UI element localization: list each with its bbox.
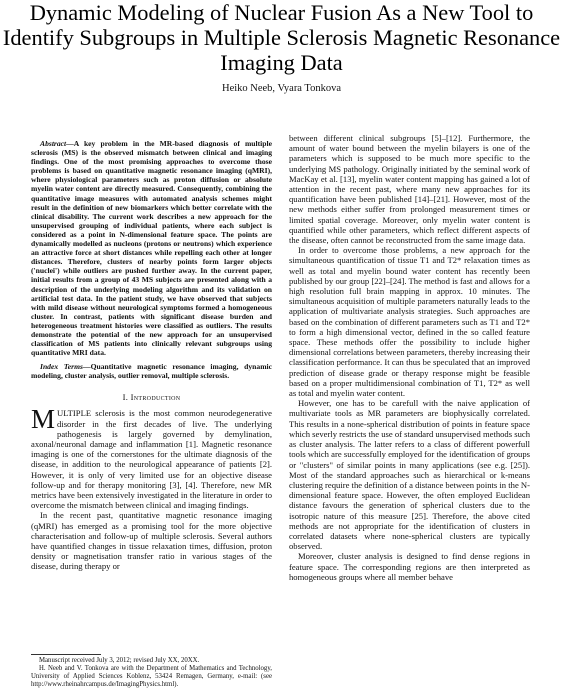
intro-paragraph-2: In the recent past, quantitative magnetic resonance imaging (qMRI) has emerged as a promising tool for the more objective characterisation and follow-up of multiple sclerosis. Several authors have quantified changes in tissue relaxation times, diffusion, proton density or magnetisation transfer ratio in various stages of the disease, during therapy or xyxy=(31,510,272,572)
abstract-text: —A key problem in the MR-based diagnosis of multiple sclerosis (MS) is the observed mismatch between clinical and imaging findings. One of the most promising approaches to overcome those problems is based on quantitative magnetic resonance imaging (qMRI), where physiological parameters such as proton diffusion or absolute myelin water content are directly measured. Consequently, combining the quantitative image measures with automated analysis schemes might result in the definition of new biomarkers which better correlate with the clinical disability. The current work describes a new approach for the unsupervised grouping of individual patients, where each subject is considered as a point in N-dimensional feature space. The points are dynamically modelled as nucleons (protons or neutrons) which experience an attractive force at short distances while repelling each other at longer distances. Therefore, clusters of nearby points form larger objects ('nuclei') while outliers are pushed further away. In the current paper, initial results from a group of 43 MS subjects are presented along with a description of the underlying modeling algorithm and its validation on artificial test data. In the patient study, we have observed that subjects with mild disease without neurological symptoms formed a homogeneous cluster. In contrast, patients with significant disease burden and heterogeneous treatment histories were classified as outliers. The results demonstrate the potential of the new approach for an unsupervised classification of MS patients into clinically relevant subgroups using quantitative MRI data. xyxy=(31,139,272,358)
left-column xyxy=(31,139,272,572)
footnote-affiliation: H. Neeb and V. Tonkova are with the Department of Mathematics and Technology, University of Applied Sciences Koblenz, 53424 Remagen, Germany, e-mail: (see http://www.rheinahrcampus.de/ImagingPhysics.html). xyxy=(31,665,272,688)
first-word-rest: ULTIPLE xyxy=(57,408,92,419)
drop-cap: M xyxy=(31,404,56,435)
right-column xyxy=(289,133,530,582)
abstract xyxy=(31,139,272,357)
author-list: Heiko Neeb, Vyara Tonkova xyxy=(221,83,341,94)
section-heading-introduction: I. Introduction xyxy=(122,392,181,403)
index-terms-text: —Quantitative magnetic resonance imaging, dynamic modeling, cluster analysis, outlier removal, multiple sclerosis. xyxy=(31,362,273,381)
right-paragraph-2: In order to overcome those problems, a new approach for the simultaneous quantification of tissue T1 and T2* relaxation times as well as total and myelin bound water content has recently been published by our group [22]–[24]. The method is fast and allows for a high resolution full brain mapping in approx. 10 minutes. The simultaneous acquisition of multiple parameters naturally leads to the application of multivariate analysis strategies. Such approaches are based on the combination of different parameters such as T1 and T2* to form a high dimensional vector, defined in the so called feature space. These methods offer the possibility to include higher dimensional correlations between parameters, thereby increasing their classification performance. It can thus be speculated that an improved prediction of disease grade or therapy response might be feasible based on a proper multidimensional combination of T1, T2* as well as total and myelin water content. xyxy=(289,245,530,399)
index-terms xyxy=(31,362,272,380)
right-paragraph-1: between different clinical subgroups [5]–[12]. Furthermore, the amount of water bound between the myelin bilayers is one of the parameters which is supposed to be much more specific to the underlying MS pathology. Originally initiated by the seminal work of MacKay et al. [13], myelin water content mapping has gained a lot of attention in the recent past, where many new approaches for its quantification have been published [14]–[21]. However, most of the new methods either suffer from prolonged measurement times or limited spatial coverage. Moreover, only myelin water content is quantified while other parameters, which reflect different aspects of the disease, often cannot be reconstructed from the same image data. xyxy=(289,133,530,246)
intro-paragraph-1 xyxy=(31,404,272,511)
intro-paragraph-1-text: sclerosis is the most common neurodegenerative disorder in the first decades of live. The underlying pathogenesis is largely governed by demylination, axonal/neuronal damage and inflammation [1]. Magnetic resonance imaging is one of the cornerstones for the ultimate diagnosis of the disease, in addition to the neurological appearance of patients [2]. However, it is only of very limited use for an objective disease follow-up and for therapy monitoring [3], [4]. Therefore, new MR metrics have been extensively investigated in the literature in order to overcome the mismatch between clinical and imaging findings. xyxy=(31,408,272,511)
index-terms-lead: Index Terms xyxy=(40,362,83,372)
footnote-received: Manuscript received July 3, 2012; revised July XX, 20XX. xyxy=(39,657,200,664)
footnote-divider xyxy=(31,654,101,655)
right-paragraph-3: However, one has to be carefull with the naive application of multivariate tools as MR parameters are biophysically correlated. This results in a none-spherical distribution of points in feature space which severly restricts the use of standard unsupervised methods such as cluster analysis. The latter refers to a class of different powerfull tools which are successfully employed for the identification of groups or "clusters" of similar points in many applications (see e.g. [25]). Most of the standard approaches such as hierarchical or k-means clustering require the definition of a distance between points in the N-dimensional feature space. However, the often employed Euclidean distance favours the generation of spherical clusters due to the isotropic nature of this measure [25]. Therefore, the above cited methods are not appropriate for the identification of clusters in correlated datasets where none-spherical clusters are typically observed. xyxy=(289,398,530,552)
right-paragraph-4: Moreover, cluster analysis is designed to find dense regions in feature space. The corresponding regions are then interpreted as homogeneous groups where all member behave xyxy=(289,551,530,582)
footnote xyxy=(31,657,272,689)
abstract-lead: Abstract xyxy=(40,139,67,148)
paper-title: Dynamic Modeling of Nuclear Fusion As a New Tool to Identify Subgroups in Multiple Sclerosis Magnetic Resonance Imaging Data xyxy=(2,0,561,75)
